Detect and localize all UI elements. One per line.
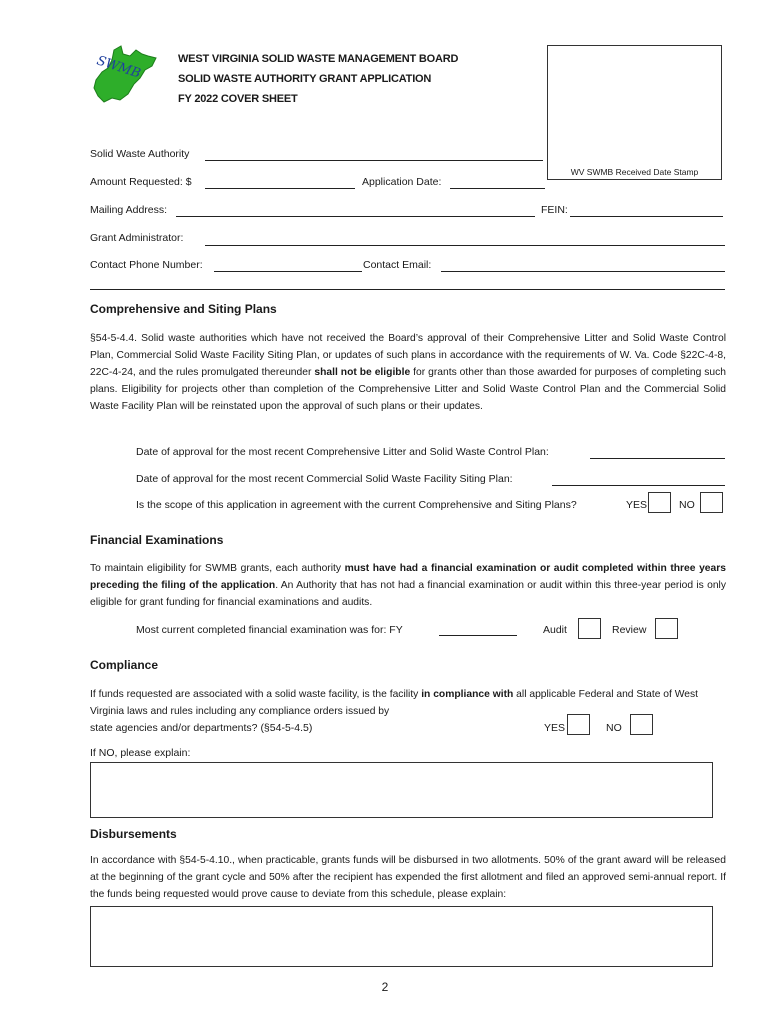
grant-administrator-field[interactable] — [205, 245, 725, 246]
compliance-text-bold: in compliance with — [421, 689, 514, 700]
financial-exam-label: Most current completed financial examination was for: FY — [136, 624, 403, 636]
compliance-text-2: all applicable Federal and State of West Virginia laws and rules including any compliance orders issued by — [90, 689, 699, 717]
disbursements-section-title: Disbursements — [90, 827, 177, 841]
financial-text-2: . An Authority that has not had a financial examination or audit within this three-year period is only eligible for grant funding for financial examinations and audits. — [90, 580, 726, 608]
page-number: 2 — [381, 980, 389, 994]
application-date-label: Application Date: — [362, 176, 442, 188]
compliance-text-3: state agencies and/or departments? (§54-5-4.5) — [90, 722, 313, 734]
compliance-explain-textarea[interactable] — [90, 762, 713, 818]
header-line-2: SOLID WASTE AUTHORITY GRANT APPLICATION — [178, 73, 432, 85]
siting-plan-date-field[interactable] — [552, 485, 725, 486]
fein-label: FEIN: — [541, 204, 568, 216]
mailing-address-label: Mailing Address: — [90, 204, 168, 216]
compliance-yes-checkbox[interactable] — [567, 714, 590, 735]
contact-phone-field[interactable] — [214, 271, 362, 272]
financial-section-title: Financial Examinations — [90, 533, 224, 547]
audit-label: Audit — [543, 624, 567, 636]
disbursements-explain-textarea[interactable] — [90, 906, 713, 967]
comprehensive-paragraph — [90, 330, 726, 415]
financial-exam-fy-field[interactable] — [439, 635, 517, 636]
comprehensive-plan-date-label: Date of approval for the most recent Comprehensive Litter and Solid Waste Control Plan: — [136, 446, 549, 458]
received-date-stamp-box — [547, 45, 722, 180]
stamp-label: WV SWMB Received Date Stamp — [570, 167, 699, 177]
scope-yes-label: YES — [626, 499, 648, 511]
contact-email-field[interactable] — [441, 271, 725, 272]
compliance-no-checkbox[interactable] — [630, 714, 653, 735]
amount-field[interactable] — [205, 188, 355, 189]
mailing-address-field[interactable] — [176, 216, 535, 217]
application-date-field[interactable] — [450, 188, 545, 189]
compliance-explain-label: If NO, please explain: — [90, 747, 191, 759]
document-header — [178, 49, 458, 109]
financial-text-1: To maintain eligibility for SWMB grants, each authority — [90, 563, 345, 574]
audit-checkbox[interactable] — [578, 618, 601, 639]
comprehensive-text-bold: shall not be eligible — [314, 367, 411, 378]
comprehensive-plan-date-field[interactable] — [590, 458, 725, 459]
grant-administrator-label: Grant Administrator: — [90, 232, 184, 244]
authority-label: Solid Waste Authority — [90, 148, 190, 160]
section-divider — [90, 289, 725, 290]
logo-text: SWMB — [94, 53, 143, 82]
fein-field[interactable] — [570, 216, 723, 217]
compliance-text-1: If funds requested are associated with a solid waste facility, is the facility — [90, 689, 422, 700]
review-label: Review — [612, 624, 647, 636]
amount-label: Amount Requested: $ — [90, 176, 192, 188]
authority-field[interactable] — [205, 160, 543, 161]
financial-paragraph — [90, 560, 726, 611]
disbursements-paragraph: In accordance with §54-5-4.10., when practicable, grants funds will be disbursed in two allotments. 50% of the grant award will be released at the beginning of the grant cycle and 50% after the recipient has expended the first allotment and filed an approved semi-annual report. If the funds being requested would prove cause to deviate from this schedule, please explain: — [90, 855, 726, 900]
comprehensive-text-1: §54-5-4.4. Solid waste authorities which have not received the Board’s approval of their Comprehensive Litter and Solid Waste Control Plan, Commercial Solid Waste Facility Siting Plan, or updates of such plans in accordance with the requirements of W. Va. Code §22C-4-8, 22C-4-24, and the rules promulgated thereunder — [90, 333, 726, 378]
header-line-3: FY 2022 COVER SHEET — [178, 93, 298, 105]
compliance-section-title: Compliance — [90, 658, 159, 672]
contact-email-label: Contact Email: — [363, 259, 432, 271]
compliance-no-label: NO — [606, 722, 622, 734]
compliance-yes-label: YES — [544, 722, 566, 734]
comprehensive-text-2: for grants other than those awarded for purposes of completing such plans. Eligibility for projects other than completion of the Comprehensive Litter and Solid Waste Control Plan and the Commercial Solid Waste Facility Plan will be reinstated upon the approval of such plans or their updates. — [90, 367, 726, 412]
scope-yes-checkbox[interactable] — [648, 492, 671, 513]
comprehensive-section-title: Comprehensive and Siting Plans — [90, 302, 277, 316]
financial-text-bold: must have had a financial examination or audit completed within three years preceding the filing of the application — [90, 563, 726, 591]
scope-no-checkbox[interactable] — [700, 492, 723, 513]
review-checkbox[interactable] — [655, 618, 678, 639]
contact-phone-label: Contact Phone Number: — [90, 259, 203, 271]
siting-plan-date-label: Date of approval for the most recent Commercial Solid Waste Facility Siting Plan: — [136, 473, 513, 485]
swmb-logo — [90, 42, 160, 104]
scope-agreement-label: Is the scope of this application in agreement with the current Comprehensive and Siting Plans? — [136, 499, 577, 511]
header-line-1: WEST VIRGINIA SOLID WASTE MANAGEMENT BOARD — [178, 53, 459, 65]
scope-no-label: NO — [679, 499, 695, 511]
